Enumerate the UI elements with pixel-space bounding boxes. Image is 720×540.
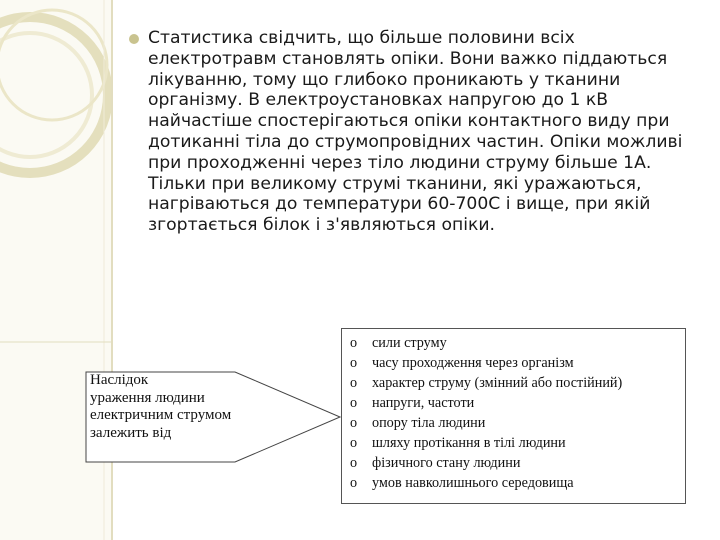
list-item: o шляху протікання в тілі людини [350,435,566,451]
diagram-factors-list [341,328,686,504]
circle-bullet-icon: o [350,355,358,371]
main-paragraph: Статистика свідчить, що більше половини всіх електротравм становлять опіки. Вони важко піддаються лікуванню, тому що глибоко проникають у тканини організму. В електроустановках напругою до 1 кВ найчастіше спостерігаються опіки контактного виду при дотиканні тіла до струмопровідних частин. Опіки можливі при проходженні через тіло людини струму більше 1А. Тільки при великому струмі тканини, які уражаються, нагріваються до температури 60-700С і вище, при якій згортається білок і з'являються опіки. [148,28,683,236]
diagram-left-box [90,372,231,442]
circle-bullet-icon: o [350,335,358,351]
list-item: o часу проходження через організм [350,355,574,371]
left-box-line: залежить від [90,424,172,441]
circle-bullet-icon: o [350,475,358,491]
list-item: o характер струму (змінний або постійний) [350,375,623,391]
list-item: o фізичного стану людини [350,455,521,471]
list-item: o умов навколишнього середовища [350,475,574,491]
circle-bullet-icon: o [350,395,358,411]
left-box-line: ураження людини [90,389,205,406]
circle-bullet-icon: o [350,455,358,471]
left-box-line: електричним струмом [90,407,232,424]
left-box-line: Наслідок [90,372,149,388]
list-item: o опору тіла людини [350,415,486,431]
list-item: o напруги, частоти [350,395,475,411]
circle-bullet-icon: o [350,375,358,391]
circle-bullet-icon: o [350,435,358,451]
list-item: o сили струму [350,335,447,351]
circle-bullet-icon: o [350,415,358,431]
